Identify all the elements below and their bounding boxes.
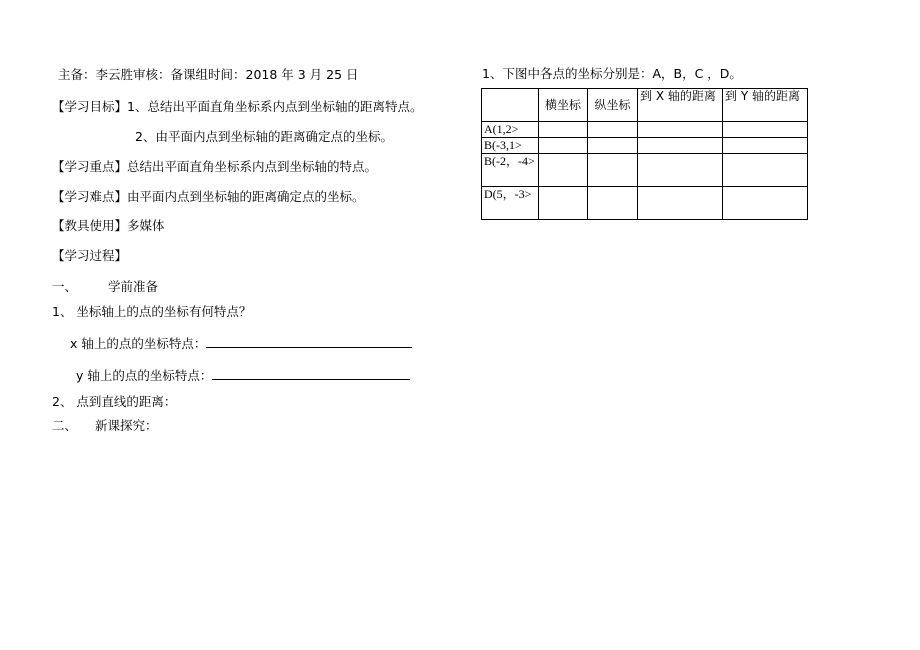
learning-goals-label: 【学习目标】 [52, 99, 128, 114]
learning-focus-label: 【学习重点】 [52, 159, 128, 174]
learning-difficulty-text: 由平面内点到坐标轴的距离确定点的坐标。 [127, 189, 365, 204]
table-cell[interactable] [588, 122, 638, 138]
learning-process-label: 【学习过程】 [52, 248, 128, 263]
learning-difficulty-label: 【学习难点】 [52, 189, 128, 204]
learning-goal-2: 2、由平面内点到坐标轴的距离确定点的坐标。 [135, 129, 393, 144]
table-header-cell: 到 X 轴的距离 [638, 89, 723, 122]
question-1-x-row [70, 335, 412, 352]
table-cell[interactable] [588, 138, 638, 154]
table-cell[interactable] [723, 187, 808, 220]
table-row [482, 122, 808, 138]
table-header-row [482, 89, 808, 122]
table-cell[interactable] [539, 138, 588, 154]
right-question: 1、下图中各点的坐标分别是：A，B，C ，D。 [482, 66, 742, 81]
table-cell: A(1,2> [482, 122, 539, 138]
question-1-y-row [76, 367, 410, 384]
table-cell: B(-2，-4> [482, 154, 539, 187]
teaching-tools [52, 218, 165, 234]
table-row [482, 138, 808, 154]
question-1: 1、 坐标轴上的点的坐标有何特点？ [52, 304, 252, 319]
answer-blank-y[interactable] [212, 367, 410, 380]
table-cell[interactable] [638, 154, 723, 187]
teaching-tools-label: 【教具使用】 [52, 218, 128, 233]
table-cell[interactable] [588, 154, 638, 187]
table-cell[interactable] [539, 154, 588, 187]
table-cell[interactable] [539, 122, 588, 138]
header-line: 主备：李云胜审核：备课组时间：2018 年 3 月 25 日 [58, 67, 359, 82]
learning-focus [52, 159, 377, 175]
section-2-title: 新课探究： [95, 418, 158, 433]
question-1-y-label: y 轴上的点的坐标特点： [76, 368, 213, 383]
table-cell[interactable] [539, 187, 588, 220]
table-header-cell: 横坐标 [539, 89, 588, 122]
table-cell[interactable] [723, 122, 808, 138]
section-1-number: 一、 [52, 279, 78, 294]
teaching-tools-text: 多媒体 [127, 218, 165, 233]
section-1-title: 学前准备 [108, 279, 159, 294]
table-cell[interactable] [638, 122, 723, 138]
table-header-cell: 到 Y 轴的距离 [723, 89, 808, 122]
table-cell: D(5，-3> [482, 187, 539, 220]
learning-focus-text: 总结出平面直角坐标系内点到坐标轴的特点。 [127, 159, 378, 174]
learning-difficulty [52, 189, 365, 205]
table-row [482, 187, 808, 220]
table-header-cell: 纵坐标 [588, 89, 638, 122]
table-cell[interactable] [588, 187, 638, 220]
section-2-number: 二、 [52, 418, 78, 433]
table-cell[interactable] [723, 138, 808, 154]
question-1-x-label: x 轴上的点的坐标特点： [70, 336, 207, 351]
table-cell[interactable] [638, 187, 723, 220]
table-cell[interactable] [723, 154, 808, 187]
table-header-cell [482, 89, 539, 122]
table-cell[interactable] [638, 138, 723, 154]
table-cell: B(-3,1> [482, 138, 539, 154]
learning-goals [52, 99, 422, 115]
table-row [482, 154, 808, 187]
coordinates-table [481, 88, 808, 220]
answer-blank-x[interactable] [206, 335, 412, 348]
question-2: 2、 点到直线的距离： [52, 394, 177, 409]
learning-goal-1: 1、总结出平面直角坐标系内点到坐标轴的距离特点。 [127, 99, 423, 114]
